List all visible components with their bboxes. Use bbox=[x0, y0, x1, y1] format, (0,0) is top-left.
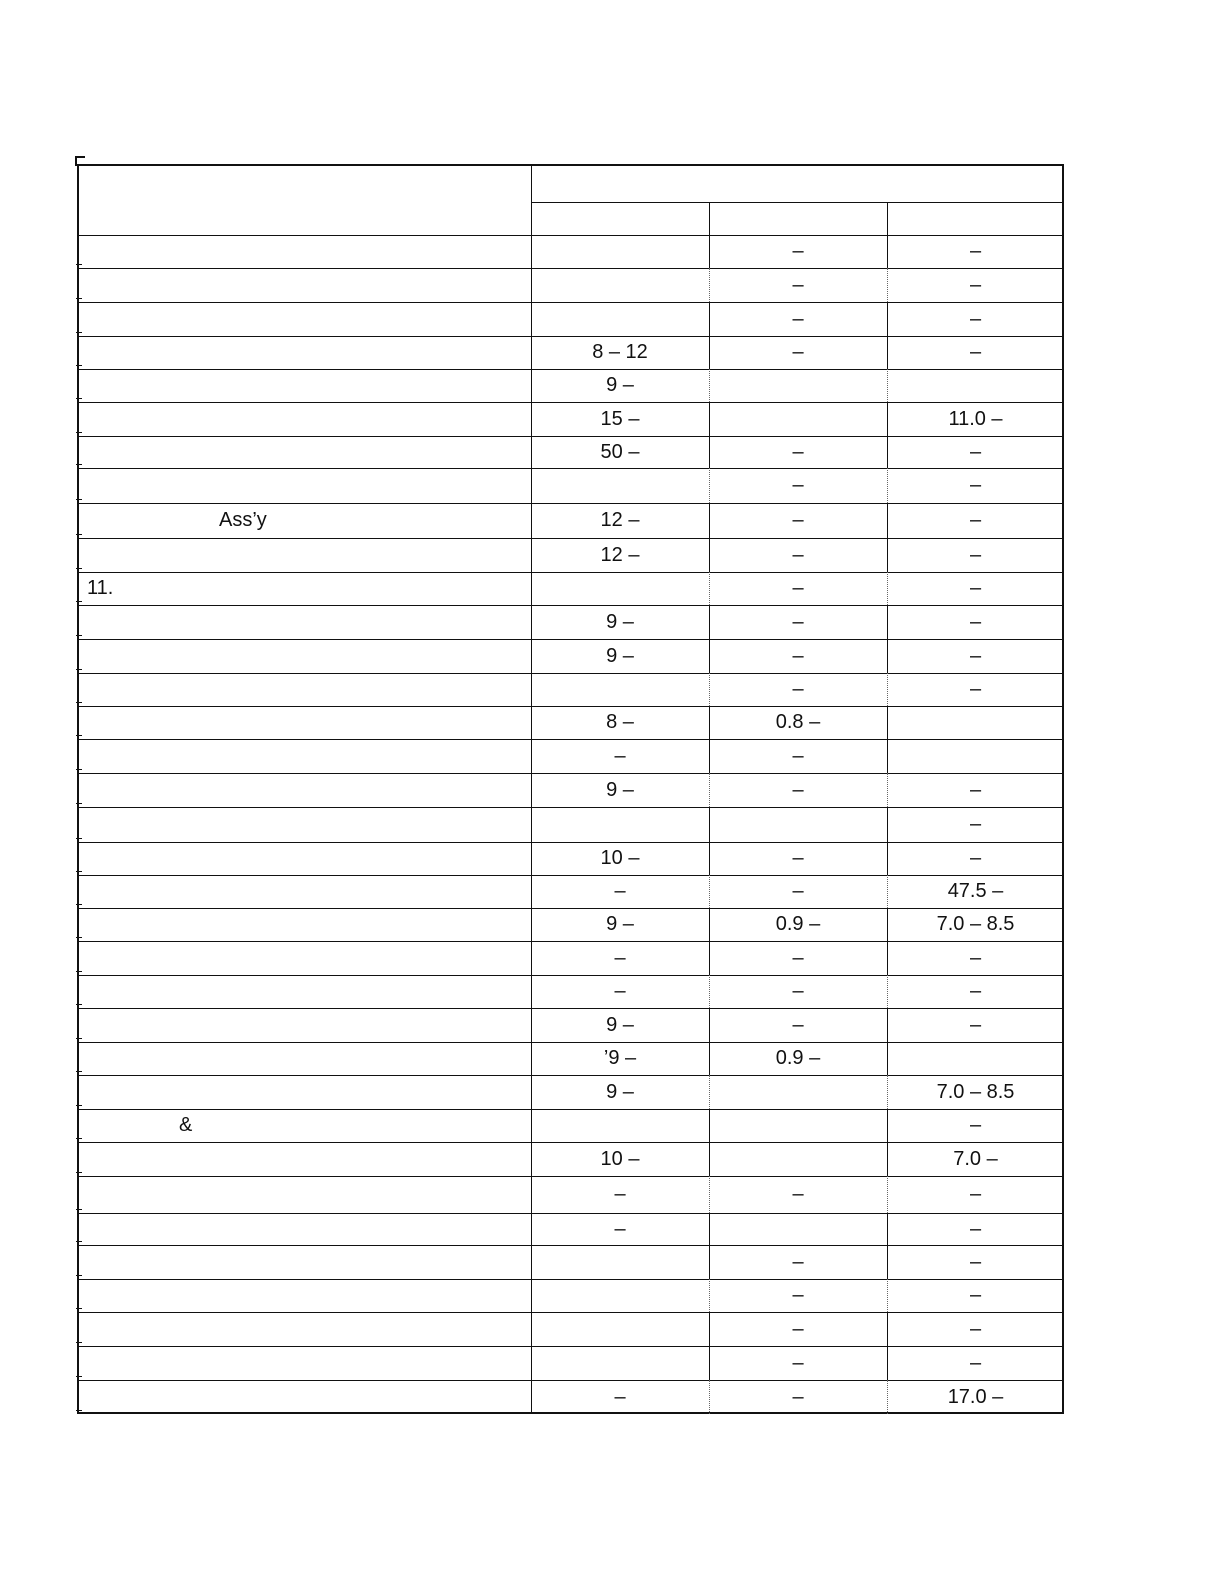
margin-tick bbox=[76, 1275, 82, 1276]
value-column-2: – bbox=[792, 1013, 804, 1036]
margin-tick bbox=[76, 499, 82, 500]
value-column-3: – bbox=[969, 1317, 982, 1340]
table-row bbox=[79, 1008, 1062, 1042]
margin-tick bbox=[76, 298, 82, 299]
margin-tick bbox=[76, 937, 82, 938]
value-column-2: – bbox=[792, 240, 804, 262]
value-column-3: 17.0 – bbox=[947, 1385, 1004, 1408]
margin-tick bbox=[76, 1241, 82, 1242]
value-column-1: 9 – bbox=[606, 1013, 634, 1036]
value-column-3: 11.0 – bbox=[948, 407, 1003, 430]
margin-tick bbox=[76, 871, 82, 872]
margin-tick bbox=[76, 971, 82, 972]
value-column-2: – bbox=[792, 847, 804, 869]
margin-tick bbox=[76, 534, 82, 535]
header-divider-top bbox=[531, 202, 1064, 203]
value-column-3: – bbox=[969, 1183, 982, 1205]
margin-tick bbox=[76, 1209, 82, 1210]
margin-tick bbox=[76, 803, 82, 804]
margin-tick bbox=[76, 1138, 82, 1139]
table-row bbox=[79, 1346, 1062, 1380]
value-column-2: – bbox=[792, 946, 804, 969]
value-column-2: – bbox=[792, 1183, 804, 1205]
table-row bbox=[79, 605, 1062, 639]
table-row bbox=[79, 302, 1062, 336]
value-column-2: – bbox=[792, 341, 804, 363]
value-column-3: – bbox=[969, 1013, 982, 1036]
margin-tick bbox=[76, 735, 82, 736]
value-column-3: – bbox=[969, 1351, 982, 1374]
row-label bbox=[79, 1142, 531, 1176]
value-column-2: 0.9 – bbox=[775, 913, 821, 935]
table-row bbox=[79, 436, 1062, 468]
value-column-2 bbox=[709, 1142, 887, 1176]
margin-tick bbox=[76, 332, 82, 333]
margin-tick bbox=[76, 635, 82, 636]
value-column-1 bbox=[531, 572, 709, 605]
value-column-2: – bbox=[792, 1317, 804, 1340]
row-label bbox=[79, 336, 531, 369]
table-row bbox=[79, 402, 1062, 436]
table-row bbox=[79, 572, 1062, 605]
value-column-1: 15 – bbox=[600, 407, 640, 430]
value-column-2: – bbox=[792, 543, 804, 566]
value-column-2 bbox=[709, 402, 887, 436]
margin-tick bbox=[76, 264, 82, 265]
row-label bbox=[79, 639, 531, 673]
value-column-1 bbox=[531, 1245, 709, 1279]
margin-tick bbox=[76, 601, 82, 602]
value-column-3: – bbox=[969, 543, 982, 566]
row-label bbox=[79, 1213, 531, 1245]
margin-tick bbox=[76, 1376, 82, 1377]
value-column-1: 10 – bbox=[600, 1147, 640, 1170]
table-row bbox=[79, 468, 1062, 503]
value-column-3: – bbox=[969, 644, 982, 667]
value-column-2: – bbox=[792, 1250, 804, 1273]
value-column-2: – bbox=[792, 307, 804, 330]
value-column-1: 10 – bbox=[600, 847, 640, 869]
value-column-2: – bbox=[792, 509, 804, 531]
value-column-1: – bbox=[614, 946, 626, 969]
value-column-2 bbox=[709, 1075, 887, 1109]
margin-tick bbox=[76, 1308, 82, 1309]
value-column-2: – bbox=[792, 778, 804, 801]
margin-tick bbox=[76, 769, 82, 770]
row-label bbox=[79, 1312, 531, 1346]
table-row bbox=[79, 1245, 1062, 1279]
margin-tick bbox=[76, 568, 82, 569]
row-label bbox=[79, 1245, 531, 1279]
value-column-2 bbox=[709, 1213, 887, 1245]
value-column-1: 9 – bbox=[606, 644, 634, 667]
value-column-3: 7.0 – bbox=[953, 1147, 998, 1170]
table-row bbox=[79, 908, 1062, 941]
margin-tick bbox=[76, 838, 82, 839]
margin-tick bbox=[76, 1172, 82, 1173]
table-row bbox=[79, 1109, 1062, 1142]
margin-tick bbox=[76, 1071, 82, 1072]
value-column-1: – bbox=[614, 1183, 626, 1205]
row-label bbox=[79, 369, 531, 402]
value-column-2: 0.8 – bbox=[775, 711, 821, 733]
table-row bbox=[79, 773, 1062, 807]
table-row bbox=[79, 739, 1062, 773]
value-column-1: – bbox=[614, 980, 626, 1002]
value-column-1 bbox=[531, 807, 709, 842]
margin-tick bbox=[76, 1038, 82, 1039]
row-label bbox=[79, 436, 531, 468]
value-column-3: – bbox=[969, 1114, 982, 1136]
table-row bbox=[79, 1213, 1062, 1245]
value-column-3: – bbox=[969, 1284, 982, 1306]
table-row bbox=[79, 875, 1062, 908]
row-label bbox=[79, 1279, 531, 1312]
row-label bbox=[79, 1075, 531, 1109]
value-column-1 bbox=[531, 1279, 709, 1312]
value-column-3 bbox=[887, 706, 1064, 739]
value-column-1: 9 – bbox=[606, 913, 634, 935]
value-column-2: 0.9 – bbox=[775, 1047, 821, 1069]
margin-tick bbox=[76, 365, 82, 366]
value-column-1: 12 – bbox=[600, 509, 640, 531]
table-row bbox=[79, 706, 1062, 739]
value-column-1 bbox=[531, 268, 709, 302]
row-label bbox=[79, 1346, 531, 1380]
row-label bbox=[79, 773, 531, 807]
table-row bbox=[79, 1075, 1062, 1109]
row-label bbox=[79, 842, 531, 875]
value-column-1: – bbox=[614, 744, 626, 767]
value-column-1 bbox=[531, 1109, 709, 1142]
value-column-3: – bbox=[969, 509, 982, 531]
table-row bbox=[79, 538, 1062, 572]
table-row bbox=[79, 673, 1062, 706]
value-column-1: 9 – bbox=[606, 778, 634, 801]
value-column-3: – bbox=[969, 610, 982, 633]
value-column-1 bbox=[531, 235, 709, 268]
row-label: & bbox=[179, 1114, 193, 1136]
table-row bbox=[79, 268, 1062, 302]
row-label: Ass’y bbox=[219, 509, 267, 531]
value-column-2: – bbox=[792, 1385, 804, 1408]
value-column-3: – bbox=[969, 273, 982, 296]
margin-tick bbox=[76, 1004, 82, 1005]
value-column-1 bbox=[531, 302, 709, 336]
value-column-1 bbox=[531, 673, 709, 706]
value-column-1: 12 – bbox=[600, 543, 640, 566]
value-column-3: – bbox=[969, 847, 982, 869]
row-label bbox=[79, 706, 531, 739]
table-row bbox=[79, 235, 1062, 268]
row-label bbox=[79, 739, 531, 773]
row-label bbox=[79, 302, 531, 336]
row-label bbox=[79, 538, 531, 572]
margin-tick bbox=[76, 1342, 82, 1343]
margin-tick bbox=[76, 904, 82, 905]
value-column-3: – bbox=[969, 440, 982, 463]
value-column-2: – bbox=[792, 577, 804, 599]
table-row bbox=[79, 1312, 1062, 1346]
value-column-1: 8 – 12 bbox=[592, 341, 648, 363]
value-column-3: – bbox=[969, 1217, 982, 1240]
table-row bbox=[79, 336, 1062, 369]
row-label bbox=[79, 1176, 531, 1213]
row-label bbox=[79, 1008, 531, 1042]
value-column-1: 9 – bbox=[606, 1080, 634, 1103]
value-column-3: – bbox=[969, 307, 982, 330]
margin-tick bbox=[76, 669, 82, 670]
value-column-1: – bbox=[614, 880, 626, 902]
row-label: 11. bbox=[87, 577, 114, 599]
value-column-1: 50 – bbox=[600, 440, 640, 463]
column-divider-label bbox=[531, 166, 532, 235]
row-label bbox=[79, 605, 531, 639]
row-label bbox=[79, 1380, 531, 1414]
value-column-1: 9 – bbox=[606, 374, 634, 396]
value-column-1: – bbox=[614, 1217, 626, 1240]
value-column-2: – bbox=[792, 273, 804, 296]
value-column-3: – bbox=[969, 946, 982, 969]
value-column-2 bbox=[709, 807, 887, 842]
value-column-3: – bbox=[969, 577, 982, 599]
header-subcolumn-divider bbox=[709, 202, 710, 235]
value-column-3: – bbox=[969, 341, 982, 363]
value-column-2 bbox=[709, 369, 887, 402]
value-column-1 bbox=[531, 1312, 709, 1346]
value-column-1 bbox=[531, 1346, 709, 1380]
row-label bbox=[79, 673, 531, 706]
value-column-2: – bbox=[792, 678, 804, 700]
value-column-1: – bbox=[614, 1385, 626, 1408]
table-row bbox=[79, 1176, 1062, 1213]
value-column-2: – bbox=[792, 744, 804, 767]
table-row bbox=[79, 503, 1062, 538]
value-column-3: – bbox=[969, 778, 982, 801]
value-column-2: – bbox=[792, 644, 804, 667]
value-column-2: – bbox=[792, 440, 804, 463]
value-column-3: – bbox=[969, 813, 982, 835]
margin-tick bbox=[76, 464, 82, 465]
value-column-1 bbox=[531, 468, 709, 503]
margin-tick bbox=[76, 702, 82, 703]
value-column-3 bbox=[887, 1042, 1064, 1075]
specification-table bbox=[77, 164, 1064, 1414]
value-column-2: – bbox=[792, 880, 804, 902]
row-label bbox=[79, 1042, 531, 1075]
table-row bbox=[79, 369, 1062, 402]
header-subcolumn-divider bbox=[887, 202, 888, 235]
value-column-2: – bbox=[792, 610, 804, 633]
table-row bbox=[79, 1042, 1062, 1075]
row-label bbox=[79, 402, 531, 436]
value-column-2: – bbox=[792, 1284, 804, 1306]
value-column-2: – bbox=[792, 1351, 804, 1374]
value-column-3: 7.0 – 8.5 bbox=[936, 913, 1015, 935]
value-column-3: – bbox=[969, 474, 982, 496]
table-row bbox=[79, 1380, 1062, 1414]
row-label bbox=[79, 807, 531, 842]
margin-tick bbox=[76, 432, 82, 433]
table-row bbox=[79, 842, 1062, 875]
table-row bbox=[79, 639, 1062, 673]
value-column-3 bbox=[887, 369, 1064, 402]
value-column-3: 7.0 – 8.5 bbox=[936, 1080, 1015, 1103]
row-label bbox=[79, 468, 531, 503]
value-column-3 bbox=[887, 739, 1064, 773]
row-label bbox=[79, 235, 531, 268]
margin-tick bbox=[76, 1105, 82, 1106]
value-column-2 bbox=[709, 1109, 887, 1142]
value-column-3: – bbox=[969, 980, 982, 1002]
row-label bbox=[79, 975, 531, 1008]
table-row bbox=[79, 941, 1062, 975]
value-column-3: – bbox=[969, 1250, 982, 1273]
table-row bbox=[79, 1279, 1062, 1312]
value-column-1: 9 – bbox=[606, 610, 634, 633]
margin-tick bbox=[76, 398, 82, 399]
value-column-3: 47.5 – bbox=[947, 880, 1004, 902]
value-column-1: ’9 – bbox=[603, 1047, 637, 1069]
value-column-1: 8 – bbox=[606, 711, 634, 733]
value-column-2: – bbox=[792, 474, 804, 496]
table-row bbox=[79, 807, 1062, 842]
row-label bbox=[79, 908, 531, 941]
row-label bbox=[79, 268, 531, 302]
margin-tick bbox=[76, 1410, 82, 1411]
value-column-3: – bbox=[969, 240, 982, 262]
value-column-3: – bbox=[969, 678, 982, 700]
row-label bbox=[79, 941, 531, 975]
row-label bbox=[79, 875, 531, 908]
table-row bbox=[79, 975, 1062, 1008]
value-column-2: – bbox=[792, 980, 804, 1002]
table-row bbox=[79, 1142, 1062, 1176]
